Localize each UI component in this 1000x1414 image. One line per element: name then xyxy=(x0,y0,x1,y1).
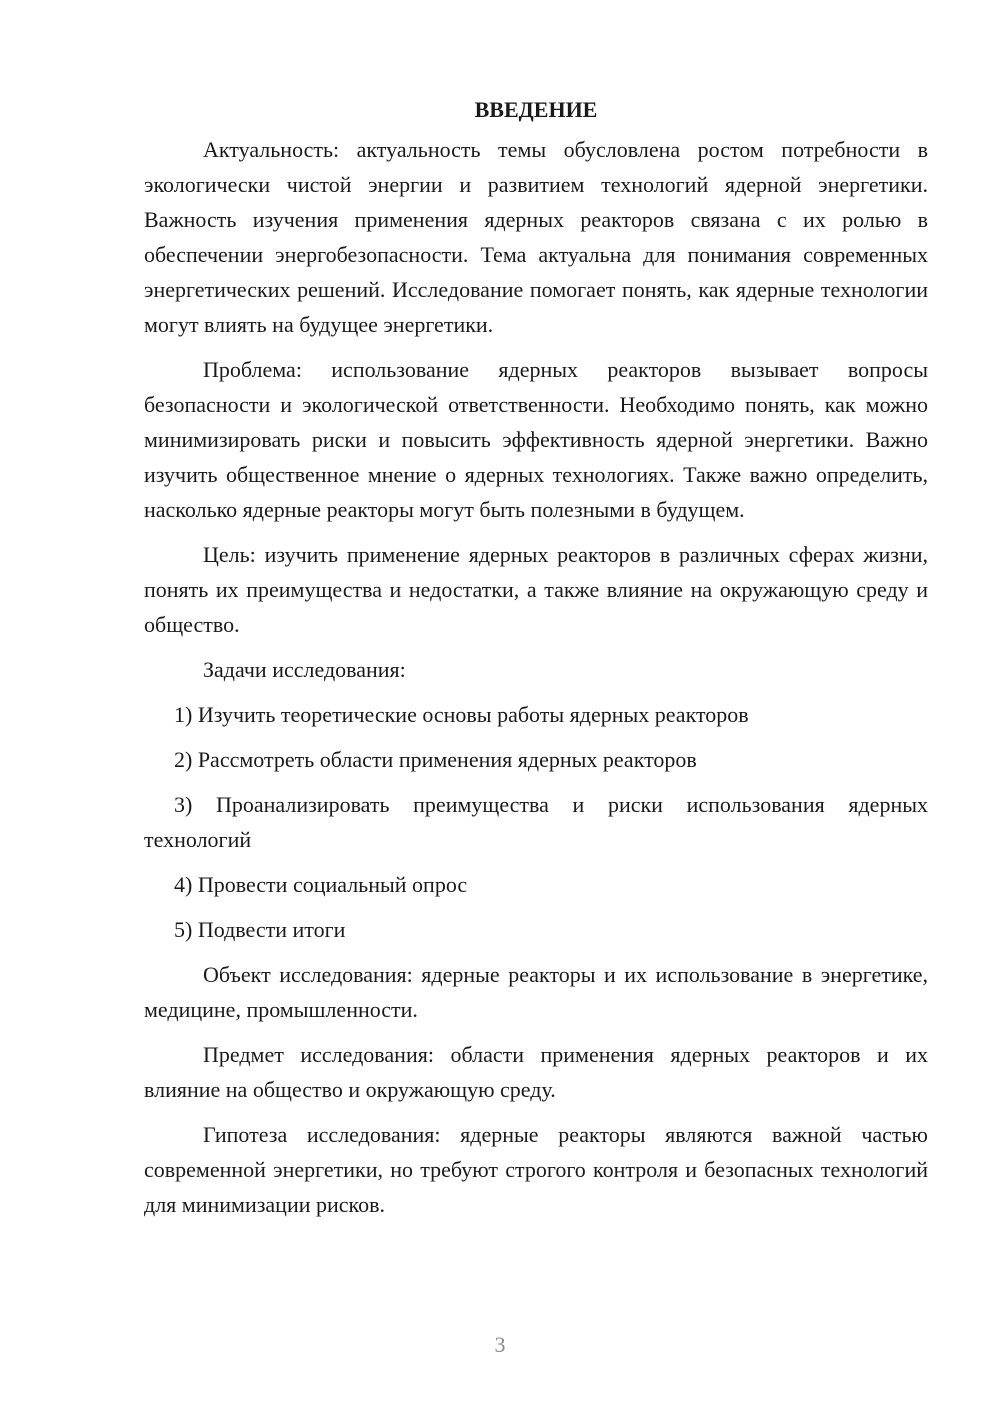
task-item: 3) Проанализировать преимущества и риски использования ядерных технологий xyxy=(144,792,928,852)
paragraph-problem: Проблема: использование ядерных реакторов вызывает вопросы безопасности и экологической ответственности. Необходимо понять, как можно минимизировать риски и повысить эффективность ядерной энергетики. Важно изучить общественное мнение о ядерных технологиях. Также важно определить, насколько ядерные реакторы могут быть полезными в будущем. xyxy=(144,357,928,522)
task-item: 4) Провести социальный опрос xyxy=(174,872,468,897)
task-item: 2) Рассмотреть области применения ядерных реакторов xyxy=(174,747,697,772)
task-item: 1) Изучить теоретические основы работы ядерных реакторов xyxy=(174,702,749,727)
task-item: 5) Подвести итоги xyxy=(174,917,346,942)
paragraph-hypothesis: Гипотеза исследования: ядерные реакторы являются важной частью современной энергетики, но требуют строгого контроля и безопасных технологий для минимизации рисков. xyxy=(144,1122,928,1217)
page-number: 3 xyxy=(494,1332,506,1357)
paragraph-tasks-heading: Задачи исследования: xyxy=(203,657,406,682)
paragraph-subject: Предмет исследования: области применения ядерных реакторов и их влияние на общество и окружающую среду. xyxy=(144,1042,928,1102)
paragraph-object: Объект исследования: ядерные реакторы и их использование в энергетике, медицине, промышленности. xyxy=(144,962,928,1022)
page-title: ВВЕДЕНИЕ xyxy=(474,97,598,122)
page-content xyxy=(144,92,928,1232)
paragraph-goal: Цель: изучить применение ядерных реакторов в различных сферах жизни, понять их преимущества и недостатки, а также влияние на окружающую среду и общество. xyxy=(144,542,928,637)
paragraph-relevance: Актуальность: актуальность темы обусловлена ростом потребности в экологически чистой энергии и развитием технологий ядерной энергетики. Важность изучения применения ядерных реакторов связана с их ролью в обеспечении энергобезопасности. Тема актуальна для понимания современных энергетических решений. Исследование помогает понять, как ядерные технологии могут влиять на будущее энергетики. xyxy=(144,137,928,337)
